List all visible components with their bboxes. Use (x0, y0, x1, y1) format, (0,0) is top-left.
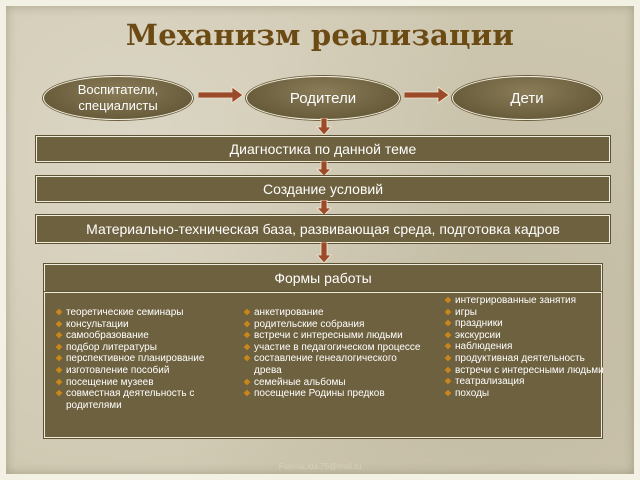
arrow-down-icon (316, 200, 332, 216)
bullet-icon (244, 343, 251, 350)
bullet-icon (445, 366, 452, 373)
bullet-icon (445, 320, 452, 327)
bullet-icon (445, 389, 452, 396)
bullet-icon (244, 332, 251, 339)
arrow-parents-to-children-icon (404, 86, 450, 104)
bullet-icon (244, 378, 251, 385)
list-item: походы (445, 388, 605, 400)
list-item: перспективное планирование (56, 353, 231, 365)
bullet-icon (244, 309, 251, 316)
bullet-icon (244, 320, 251, 327)
list-item: посещение музеев (56, 377, 231, 389)
list-item: составление генеалогического древа (244, 353, 424, 376)
bullet-icon (445, 355, 452, 362)
list-item: анкетирование (244, 307, 424, 319)
diagnostics-box: Диагностика по данной теме (36, 136, 610, 162)
bullet-icon (56, 332, 63, 339)
list-item: родительские собрания (244, 319, 424, 331)
list-item: консультации (56, 319, 231, 331)
list-item: посещение Родины предков (244, 388, 424, 400)
children-oval: Дети (452, 76, 602, 120)
list-item: самообразование (56, 330, 231, 342)
parents-oval: Родители (246, 76, 400, 120)
list-item: участие в педагогическом процессе (244, 342, 424, 354)
slide-title: Механизм реализации (125, 18, 515, 52)
bullet-icon (445, 297, 452, 304)
list-item: интегрированные занятия (445, 295, 605, 307)
list-item: изготовление пособий (56, 365, 231, 377)
arrow-down-icon (316, 161, 332, 177)
bullet-icon (56, 320, 63, 327)
arrow-staff-to-parents-icon (198, 86, 244, 104)
children-forms-list (445, 295, 605, 399)
list-item: семейные альбомы (244, 377, 424, 389)
bullet-icon (56, 343, 63, 350)
list-item: встречи с интересными людьми (244, 330, 424, 342)
bullet-icon (445, 331, 452, 338)
bullet-icon (56, 390, 63, 397)
list-item: подбор литературы (56, 342, 231, 354)
list-item: наблюдения (445, 341, 605, 353)
list-item: продуктивная деятельность (445, 353, 605, 365)
arrow-down-icon (316, 242, 332, 264)
bullet-icon (56, 378, 63, 385)
bullet-icon (445, 308, 452, 315)
list-item: праздники (445, 318, 605, 330)
bullet-icon (56, 355, 63, 362)
bullet-icon (56, 309, 63, 316)
arrow-down-icon (316, 118, 332, 136)
list-item: игры (445, 307, 605, 319)
bullet-icon (244, 390, 251, 397)
staff-forms-list (56, 307, 231, 411)
staff-oval: Воспитатели, специалисты (43, 76, 193, 120)
list-item: театрализация (445, 376, 605, 388)
forms-header: Формы работы (44, 264, 602, 292)
list-item: встречи с интересными людьми (445, 365, 605, 377)
list-item: теоретические семинары (56, 307, 231, 319)
parent-forms-list (244, 307, 424, 400)
list-item: экскурсии (445, 330, 605, 342)
material-base-box: Материально-техническая база, развивающая среда, подготовка кадров (36, 215, 610, 243)
list-item: совместная деятельность с родителями (56, 388, 231, 411)
bullet-icon (445, 378, 452, 385)
bullet-icon (445, 343, 452, 350)
bullet-icon (56, 367, 63, 374)
bullet-icon (244, 355, 251, 362)
conditions-box: Создание условий (36, 176, 610, 202)
footer-watermark: FokinaLida.75@mail.ru (278, 462, 362, 471)
